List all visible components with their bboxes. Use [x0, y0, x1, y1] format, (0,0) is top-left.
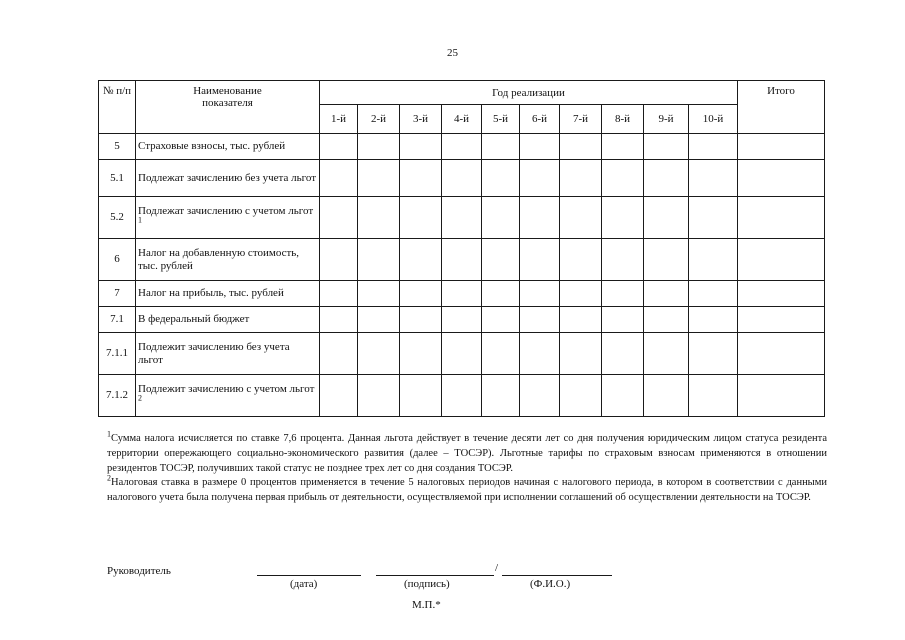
row-number: 5: [99, 134, 136, 160]
year-value-cell: [358, 375, 400, 417]
footnote-1: [107, 429, 827, 476]
year-value-cell: [689, 281, 738, 307]
header-year-10: 10-й: [689, 105, 738, 134]
footnote-2-mark: 2: [107, 473, 111, 483]
year-value-cell: [400, 281, 442, 307]
year-value-cell: [442, 134, 482, 160]
year-value-cell: [482, 239, 520, 281]
year-value-cell: [358, 307, 400, 333]
year-value-cell: [320, 333, 358, 375]
year-value-cell: [689, 239, 738, 281]
row-number: 5.2: [99, 197, 136, 239]
year-value-cell: [358, 239, 400, 281]
year-value-cell: [560, 197, 602, 239]
row-indicator-name: [136, 307, 320, 333]
year-value-cell: [482, 375, 520, 417]
total-value-cell: [738, 281, 825, 307]
fio-caption: (Ф.И.О.): [530, 578, 571, 590]
year-value-cell: [520, 333, 560, 375]
header-name-line1: Наименование: [193, 85, 262, 97]
header-year-6: 6-й: [520, 105, 560, 134]
header-name-line2: показателя: [202, 97, 253, 110]
row-number: 7.1.1: [99, 333, 136, 375]
row-number: 7.1.2: [99, 375, 136, 417]
total-value-cell: [738, 375, 825, 417]
year-value-cell: [442, 239, 482, 281]
table-row: [99, 281, 825, 307]
total-value-cell: [738, 333, 825, 375]
year-value-cell: [602, 197, 644, 239]
year-value-cell: [358, 134, 400, 160]
total-value-cell: [738, 160, 825, 197]
table-row: [99, 239, 825, 281]
year-value-cell: [560, 134, 602, 160]
header-year-2: 2-й: [358, 105, 400, 134]
row-number: 7: [99, 281, 136, 307]
year-value-cell: [689, 333, 738, 375]
total-value-cell: [738, 197, 825, 239]
year-value-cell: [689, 307, 738, 333]
table-row: [99, 333, 825, 375]
year-value-cell: [644, 239, 689, 281]
total-value-cell: [738, 239, 825, 281]
row-indicator-name: [136, 134, 320, 160]
footnote-2: [107, 473, 827, 506]
row-indicator-name: [136, 375, 320, 417]
row-footnote-ref: 1: [138, 214, 142, 224]
year-value-cell: [602, 281, 644, 307]
year-value-cell: [602, 307, 644, 333]
year-value-cell: [320, 197, 358, 239]
year-value-cell: [602, 239, 644, 281]
year-value-cell: [644, 375, 689, 417]
year-value-cell: [520, 160, 560, 197]
row-number: 7.1: [99, 307, 136, 333]
year-value-cell: [520, 239, 560, 281]
year-value-cell: [520, 197, 560, 239]
year-value-cell: [320, 281, 358, 307]
year-value-cell: [482, 281, 520, 307]
year-value-cell: [442, 307, 482, 333]
row-name-text: Подлежит зачислению без учета льгот: [138, 341, 290, 366]
row-name-text: Налог на прибыль, тыс. рублей: [138, 287, 284, 300]
year-value-cell: [442, 281, 482, 307]
footnote-1-mark: 1: [107, 429, 111, 439]
header-year-4: 4-й: [442, 105, 482, 134]
header-year-8: 8-й: [602, 105, 644, 134]
header-indicator-name: [136, 81, 320, 134]
year-value-cell: [482, 134, 520, 160]
year-value-cell: [520, 307, 560, 333]
year-value-cell: [400, 333, 442, 375]
year-value-cell: [400, 239, 442, 281]
year-value-cell: [320, 160, 358, 197]
year-value-cell: [442, 197, 482, 239]
table-row: [99, 134, 825, 160]
year-value-cell: [560, 239, 602, 281]
year-value-cell: [400, 160, 442, 197]
header-total: Итого: [738, 81, 825, 134]
year-value-cell: [482, 160, 520, 197]
date-line: [257, 575, 361, 576]
year-value-cell: [400, 307, 442, 333]
year-value-cell: [560, 375, 602, 417]
year-value-cell: [520, 375, 560, 417]
year-value-cell: [644, 134, 689, 160]
signature-line: [376, 575, 494, 576]
year-value-cell: [644, 160, 689, 197]
signature-label: Руководитель: [107, 565, 171, 577]
header-year-7: 7-й: [560, 105, 602, 134]
row-footnote-ref: 2: [138, 392, 142, 402]
row-indicator-name: [136, 197, 320, 239]
row-name-text: Страховые взносы, тыс. рублей: [138, 140, 286, 153]
row-indicator-name: [136, 281, 320, 307]
total-value-cell: [738, 134, 825, 160]
row-number: 5.1: [99, 160, 136, 197]
row-indicator-name: [136, 333, 320, 375]
total-value-cell: [738, 307, 825, 333]
year-value-cell: [644, 197, 689, 239]
year-value-cell: [560, 307, 602, 333]
page-number: 25: [447, 47, 458, 59]
year-value-cell: [689, 197, 738, 239]
year-value-cell: [644, 307, 689, 333]
year-value-cell: [320, 375, 358, 417]
signature-caption: (подпись): [404, 578, 450, 590]
year-value-cell: [400, 134, 442, 160]
header-year-1: 1-й: [320, 105, 358, 134]
year-value-cell: [400, 375, 442, 417]
table-row: [99, 307, 825, 333]
year-value-cell: [689, 134, 738, 160]
row-name-text: Налог на добавленную стоимость, тыс. рублей: [138, 247, 300, 272]
year-value-cell: [442, 160, 482, 197]
year-value-cell: [482, 333, 520, 375]
year-value-cell: [442, 375, 482, 417]
year-value-cell: [358, 197, 400, 239]
row-name-text: Подлежат зачислению с учетом льгот: [138, 205, 314, 218]
row-name-text: Подлежат зачислению без учета льгот: [138, 171, 317, 184]
header-year-5: 5-й: [482, 105, 520, 134]
table-row: [99, 375, 825, 417]
year-value-cell: [644, 333, 689, 375]
year-value-cell: [320, 239, 358, 281]
stamp-mark: М.П.*: [412, 599, 441, 611]
header-years-group: Год реализации: [320, 81, 738, 105]
row-number: 6: [99, 239, 136, 281]
row-name-text: Подлежит зачислению с учетом льгот: [138, 383, 315, 396]
year-value-cell: [689, 160, 738, 197]
tax-indicators-table: [98, 80, 825, 417]
header-year-3: 3-й: [400, 105, 442, 134]
year-value-cell: [358, 281, 400, 307]
year-value-cell: [602, 333, 644, 375]
footnote-2-text: Налоговая ставка в размере 0 процентов применяется в течение 5 налоговых периодов начиная с налогового периода, в котором в соответствии с данными налогового учета была получена первая прибыль от деятельности, осуществляемой при исполнении соглашений об осуществлении деятельности на ТОСЭР.: [107, 477, 827, 504]
year-value-cell: [358, 333, 400, 375]
row-name-text: В федеральный бюджет: [138, 313, 250, 326]
year-value-cell: [520, 281, 560, 307]
date-caption: (дата): [290, 578, 318, 590]
year-value-cell: [320, 134, 358, 160]
year-value-cell: [602, 375, 644, 417]
year-value-cell: [602, 134, 644, 160]
year-value-cell: [560, 281, 602, 307]
year-value-cell: [560, 333, 602, 375]
table-row: [99, 160, 825, 197]
footnote-1-text: Сумма налога исчисляется по ставке 7,6 процента. Данная льгота действует в течение десяти лет со дня получения юридическим лицом статуса резидента территории опережающего социально-экономического развития (далее – ТОСЭР). Льготные тарифы по страховым взносам применяются в отношении резидентов ТОСЭР, получивших такой статус не позднее трех лет со дня создания ТОСЭР.: [107, 433, 827, 474]
header-year-9: 9-й: [644, 105, 689, 134]
row-indicator-name: [136, 239, 320, 281]
year-value-cell: [482, 307, 520, 333]
year-value-cell: [644, 281, 689, 307]
fio-line: [502, 575, 612, 576]
year-value-cell: [400, 197, 442, 239]
year-value-cell: [520, 134, 560, 160]
header-num: № п/п: [99, 81, 136, 134]
year-value-cell: [320, 307, 358, 333]
row-indicator-name: [136, 160, 320, 197]
year-value-cell: [602, 160, 644, 197]
year-value-cell: [560, 160, 602, 197]
year-value-cell: [482, 197, 520, 239]
table-row: [99, 197, 825, 239]
footnotes: [107, 429, 827, 506]
year-value-cell: [442, 333, 482, 375]
signature-slash: /: [495, 562, 499, 574]
year-value-cell: [689, 375, 738, 417]
year-value-cell: [358, 160, 400, 197]
